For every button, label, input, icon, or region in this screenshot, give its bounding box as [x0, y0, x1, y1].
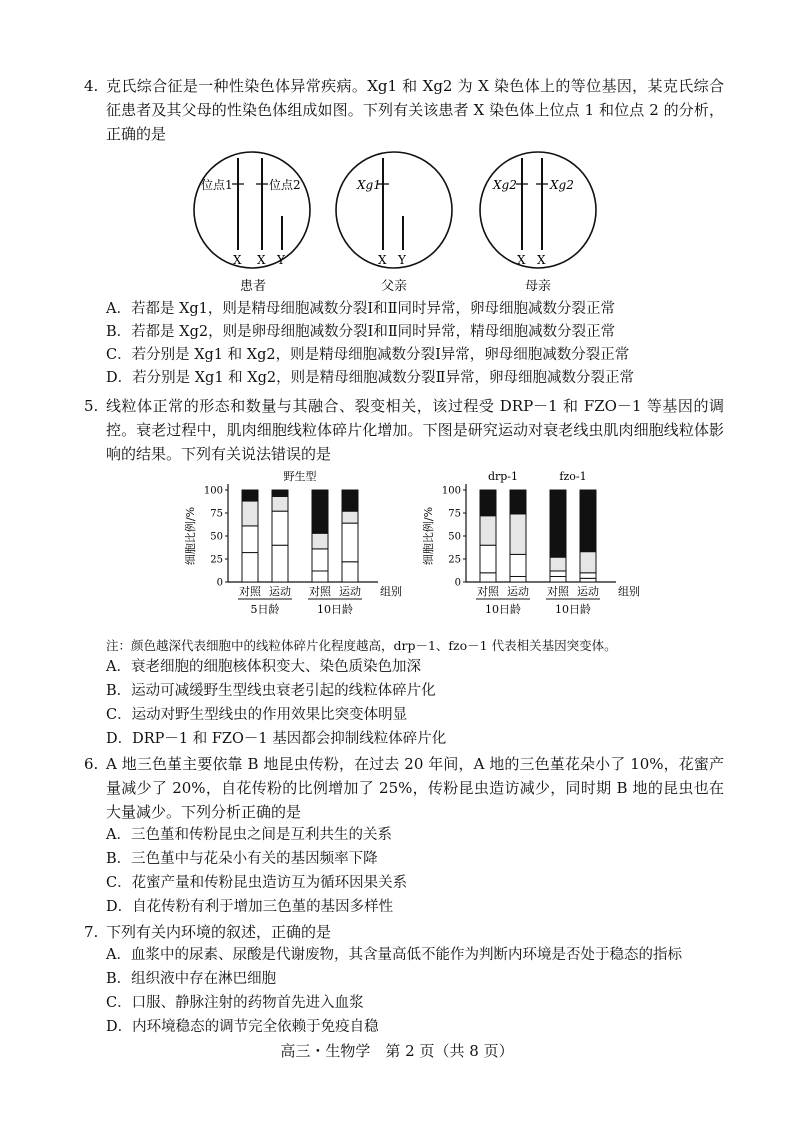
x-tick-label: 对照 [239, 585, 261, 598]
group-label: 10日龄 [485, 603, 521, 616]
y-axis-label: 细胞比例/% [184, 506, 197, 566]
bar-segment [272, 490, 288, 496]
question-4 [84, 74, 724, 146]
bar-segment [312, 490, 328, 533]
option-a[interactable]: A．若都是 Xg1，则是精母细胞减数分裂Ⅰ和Ⅱ同时异常，卵母细胞减数分裂正常 [106, 301, 615, 317]
chart-title: 野生型 [283, 470, 317, 483]
chromosome-label: X [378, 253, 387, 267]
bar-segment [342, 511, 358, 523]
y-tick-label: 100 [203, 485, 223, 497]
x-tick-label: 运动 [507, 585, 529, 598]
option-a[interactable]: A．血浆中的尿素、尿酸是代谢废物，其含量高低不能作为判断内环境是否处于稳态的指标 [106, 947, 682, 963]
group-label: 10日龄 [555, 603, 591, 616]
question-number: 5. [84, 397, 99, 415]
option-c[interactable]: C．若分别是 Xg1 和 Xg2，则是精母细胞减数分裂Ⅰ异常，卵母细胞减数分裂正常 [106, 347, 630, 363]
group-label: 10日龄 [317, 603, 353, 616]
figure-caption: 父亲 [381, 279, 408, 294]
chart-subtitle: drp-1 [487, 470, 519, 483]
x-tick-label: 对照 [309, 585, 331, 598]
option-b[interactable]: B．若都是 Xg2，则是卵母细胞减数分裂Ⅰ和Ⅱ同时异常，精母细胞减数分裂正常 [106, 324, 616, 340]
bar-segment [510, 490, 526, 514]
question-stem: 下列有关内环境的叙述，正确的是 [106, 923, 332, 941]
option-b[interactable]: B．三色堇中与花朵小有关的基因频率下降 [106, 851, 378, 867]
bar-segment [312, 571, 328, 582]
option-c[interactable]: C．运动对野生型线虫的作用效果比突变体明显 [106, 707, 408, 723]
chart-subtitle: fzo-1 [559, 470, 587, 483]
bar-segment [480, 545, 496, 573]
option-d[interactable]: D．若分别是 Xg1 和 Xg2，则是精母细胞减数分裂Ⅱ异常，卵母细胞减数分裂正常 [106, 370, 634, 386]
chromosome-label: X [233, 253, 242, 267]
x-axis-label: 组别 [618, 585, 640, 598]
bar-segment [480, 516, 496, 545]
locus-label: Xg2 [550, 178, 574, 192]
bar-segment [580, 573, 596, 579]
page-footer: 高三・生物学 第 2 页（共 8 页） [280, 1042, 514, 1060]
y-axis-label: 细胞比例/% [422, 506, 435, 566]
option-d[interactable]: D．自花传粉有利于增加三色堇的基因多样性 [106, 899, 394, 915]
bar-segment [242, 526, 258, 553]
figure-caption: 母亲 [525, 279, 552, 294]
locus-label: Xg2 [493, 178, 517, 192]
bar-segment [550, 576, 566, 582]
bar-segment [550, 571, 566, 577]
y-tick-label: 75 [210, 508, 223, 520]
bar-segment [242, 501, 258, 526]
y-tick-label: 50 [448, 531, 461, 543]
option-b[interactable]: B．运动可减缓野生型线虫衰老引起的线粒体碎片化 [106, 683, 436, 699]
bar-segment [550, 490, 566, 557]
option-a[interactable]: A．衰老细胞的细胞核体积变大、染色质染色加深 [106, 659, 421, 675]
bar-segment [580, 578, 596, 582]
chromosome-figure [190, 150, 630, 300]
bar-segment [510, 514, 526, 554]
y-tick-label: 25 [210, 554, 223, 566]
option-c[interactable]: C．花蜜产量和传粉昆虫造访互为循环因果关系 [106, 875, 408, 891]
y-tick-label: 0 [216, 577, 223, 589]
question-number: 4. [84, 77, 99, 95]
bar-segment [242, 553, 258, 582]
question-6 [84, 752, 724, 824]
chart-wild-type [180, 466, 410, 634]
y-tick-label: 100 [441, 485, 461, 497]
bar-segment [272, 496, 288, 511]
question-stem: 克氏综合征是一种性染色体异常疾病。Xg1 和 Xg2 为 X 染色体上的等位基因，某克氏综合征患者及其父母的性染色体组成如图。下列有关该患者 X 染色体上位点 1 和位点 2 的分析，正确的是 [106, 77, 724, 143]
father-cell [336, 152, 452, 294]
option-d[interactable]: D．DRP－1 和 FZO－1 基因都会抑制线粒体碎片化 [106, 731, 447, 747]
y-tick-label: 25 [448, 554, 461, 566]
figure-caption: 患者 [240, 279, 267, 294]
chromosome-label: Y [398, 253, 406, 267]
x-tick-label: 运动 [339, 585, 361, 598]
bar-segment [510, 554, 526, 576]
option-d[interactable]: D．内环境稳态的调节完全依赖于免疫自稳 [106, 1019, 379, 1035]
x-tick-label: 运动 [269, 585, 291, 598]
bar-segment [550, 557, 566, 571]
x-tick-label: 对照 [547, 585, 569, 598]
bar-segment [312, 533, 328, 549]
figure-note: 注：颜色越深代表细胞中的线粒体碎片化程度越高，drp－1、fzo－1 代表相关基因突变体。 [106, 638, 617, 653]
mother-cell [480, 152, 596, 294]
chromosome-label: X [537, 253, 546, 267]
chromosome-label: X [517, 253, 526, 267]
locus-label: 位点2 [269, 178, 301, 192]
bar-segment [312, 549, 328, 571]
chart-mutants [418, 466, 643, 634]
patient-cell [194, 152, 310, 294]
bar-segment [272, 545, 288, 582]
x-tick-label: 运动 [577, 585, 599, 598]
y-tick-label: 75 [448, 508, 461, 520]
bar-segment [272, 511, 288, 545]
option-a[interactable]: A．三色堇和传粉昆虫之间是互利共生的关系 [106, 827, 392, 843]
question-number: 6. [84, 755, 99, 773]
option-b[interactable]: B．组织液中存在淋巴细胞 [106, 971, 277, 987]
bar-segment [480, 490, 496, 516]
bar-segment [510, 576, 526, 582]
x-tick-label: 对照 [477, 585, 499, 598]
chromosome-label: Y [277, 253, 285, 267]
group-label: 5日龄 [250, 603, 280, 616]
locus-label: 位点1 [201, 178, 233, 192]
bar-segment [342, 523, 358, 562]
question-7 [84, 920, 724, 944]
question-stem: A 地三色堇主要依靠 B 地昆虫传粉，在过去 20 年间，A 地的三色堇花朵小了 10%，花蜜产量减少了 20%，自花传粉的比例增加了 25%，传粉昆虫造访减少，同时期 B 地的昆虫也在大量减少。下列分析正确的是 [106, 755, 724, 821]
question-5 [84, 394, 724, 466]
bar-segment [342, 562, 358, 582]
bar-segment [580, 552, 596, 573]
y-tick-label: 50 [210, 531, 223, 543]
y-tick-label: 0 [454, 577, 461, 589]
question-number: 7. [84, 923, 99, 941]
bar-segment [242, 490, 258, 501]
chromosome-label: X [257, 253, 266, 267]
bar-segment [480, 573, 496, 582]
x-axis-label: 组别 [380, 585, 402, 598]
question-stem: 线粒体正常的形态和数量与其融合、裂变相关，该过程受 DRP－1 和 FZO－1 等基因的调控。衰老过程中，肌肉细胞线粒体碎片化增加。下图是研究运动对衰老线虫肌肉细胞线粒体影响的结果。下列有关说法错误的是 [106, 397, 724, 463]
bar-segment [580, 490, 596, 552]
option-c[interactable]: C．口服、静脉注射的药物首先进入血浆 [106, 995, 364, 1011]
bar-segment [342, 490, 358, 511]
locus-label: Xg1 [357, 178, 381, 192]
